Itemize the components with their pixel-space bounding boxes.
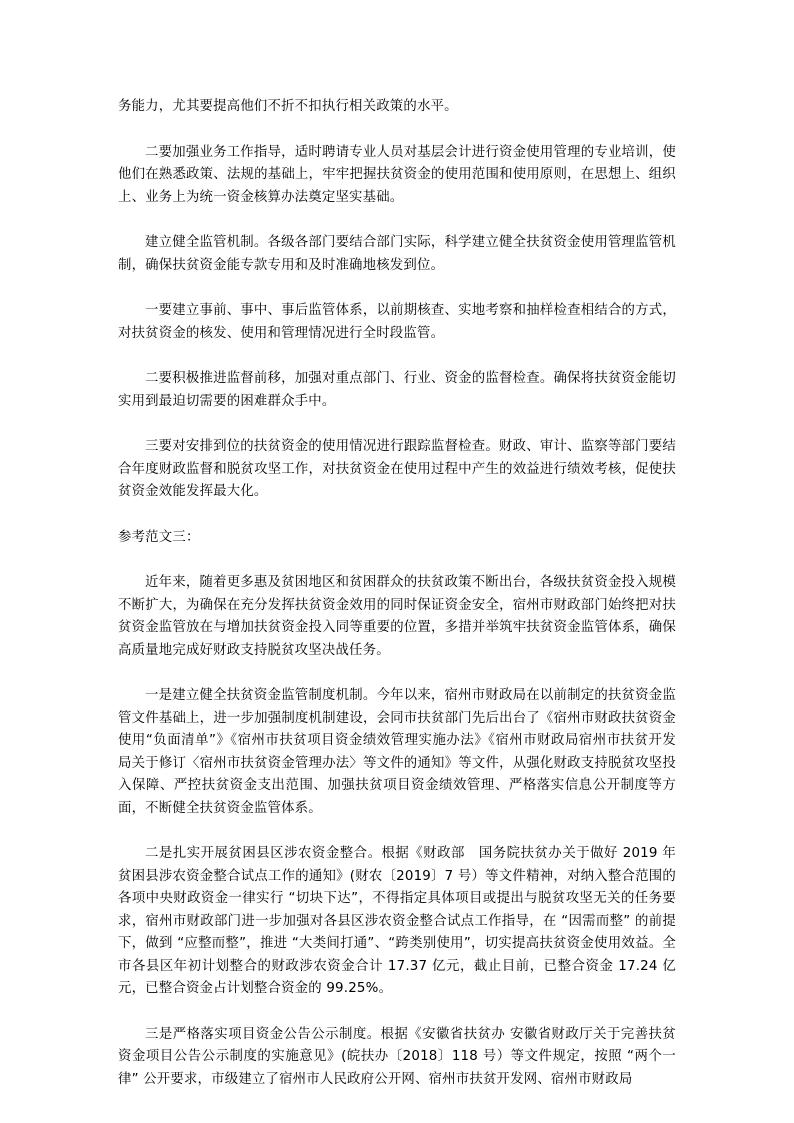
- paragraph-supervision-system: 一要建立事前、事中、事后监管体系，以前期核查、实地考察和抽样检查相结合的方式，对扶贫资金的核发、使用和管理情况进行全时段监管。: [118, 303, 676, 341]
- paragraph-system-mechanism: 一是建立健全扶贫资金监管制度机制。今年以来，宿州市财政局在以前制定的扶贫资金监管文件基础上，进一步加强制度机制建设，会同市扶贫部门先后出台了《宿州市财政扶贫资金使用“负面清单”》《宿州市扶贫项目资金绩效管理实施办法》《宿州市财政局宿州市扶贫开发局关于修订〈宿州市扶贫资金管理办法〉等文件的通知》等文件，从强化财政支持脱贫攻坚投入保障、严控扶贫资金支出范围、加强扶贫项目资金绩效管理、严格落实信息公开制度等方面，不断健全扶贫资金监管体系。: [118, 688, 676, 816]
- paragraph-tracking-inspection: 三要对安排到位的扶贫资金的使用情况进行跟踪监督检查。财政、审计、监察等部门要结合年度财政监督和脱贫攻坚工作，对扶贫资金在使用过程中产生的效益进行绩效考核，促使扶贫资金效能发挥最大化。: [118, 439, 676, 499]
- paragraph-public-notice: 三是严格落实项目资金公告公示制度。根据《安徽省扶贫办 安徽省财政厅关于完善扶贫资金项目公告公示制度的实施意见》(皖扶办〔2018〕118 号）等文件规定，按照 “两个一律” 公开要求，市级建立了宿州市人民政府公开网、宿州市扶贫开发网、宿州市财政局: [118, 1026, 676, 1087]
- paragraph-supervision-mechanism: 建立健全监管机制。各级各部门要结合部门实际，科学建立健全扶贫资金使用管理监管机制，确保扶贫资金能专款专用和及时准确地核发到位。: [118, 235, 676, 273]
- paragraph-fund-integration: 二是扎实开展贫困县区涉农资金整合。根据《财政部 国务院扶贫办关于做好 2019 年贫困县涉农资金整合试点工作的通知》(财农〔2019〕7 号）等文件精神，对纳入整合范围的各项中央财政资金一律实行 “切块下达”，不得指定具体项目或提出与脱贫攻坚无关的任务要求，宿州市财政部门进一步加强对各县区涉农资金整合试点工作指导，在 “因需而整” 的前提下，做到 “应整而整”，推进 “大类间打通”、“跨类别使用”，切实提高扶贫资金使用效益。全市各县区年初计划整合的财政涉农资金合计 17.37 亿元，截止目前，已整合资金 17.24 亿元，已整合资金占计划整合资金的 99.25%。: [118, 846, 676, 996]
- section-heading-reference-three: 参考范文三：: [118, 529, 200, 545]
- paragraph-continuation: 务能力，尤其要提高他们不折不扣执行相关政策的水平。: [118, 99, 458, 114]
- paragraph-intro: 近年来，随着更多惠及贫困地区和贫困群众的扶贫政策不断出台，各级扶贫资金投入规模不断扩大，为确保在充分发挥扶贫资金效用的同时保证资金安全，宿州市财政部门始终把对扶贫资金监管放在与增加扶贫资金投入同等重要的位置，多措并举筑牢扶贫资金监管体系，确保高质量地完成好财政支持脱贫攻坚决战任务。: [118, 575, 676, 658]
- paragraph-business-guidance: 二要加强业务工作指导，适时聘请专业人员对基层会计进行资金使用管理的专业培训，使他们在熟悉政策、法规的基础上，牢牢把握扶贫资金的使用范围和使用原则，在思想上、组织上、业务上为统一资金核算办法奠定坚实基础。: [118, 144, 676, 205]
- document-body: [118, 96, 676, 1114]
- paragraph-supervision-forward: 二要积极推进监督前移，加强对重点部门、行业、资金的监督检查。确保将扶贫资金能切实用到最迫切需要的困难群众手中。: [118, 371, 676, 409]
